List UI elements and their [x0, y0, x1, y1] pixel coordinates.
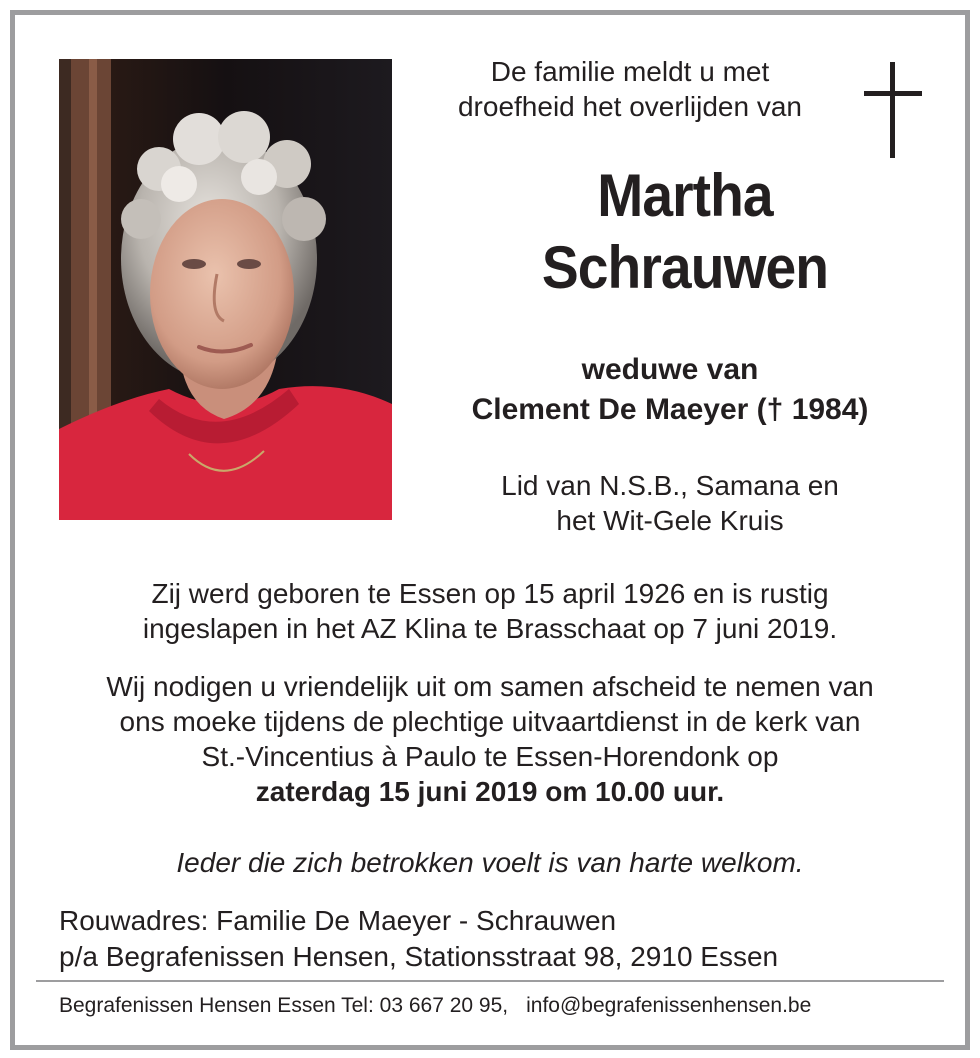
- membership-line-2: het Wit-Gele Kruis: [556, 505, 784, 536]
- announcement-intro: [410, 54, 850, 124]
- birth-death-details: [40, 576, 940, 646]
- widow-label: weduwe van: [581, 353, 759, 386]
- funeral-date: zaterdag 15 juni 2019 om 10.00 uur.: [255, 776, 725, 807]
- intro-line-2: droefheid het overlijden van: [457, 91, 802, 122]
- first-name: Martha: [597, 162, 773, 229]
- cross-icon: [864, 62, 922, 158]
- footer-email[interactable]: info@begrafenissenhensen.be: [526, 994, 812, 1017]
- invitation-line-2: ons moeke tijdens de plechtige uitvaartdienst in de kerk van: [119, 706, 861, 737]
- invitation-line-3: St.-Vincentius à Paulo te Essen-Horendonk op: [201, 741, 779, 772]
- widow-of: [400, 350, 940, 430]
- footer-company-phone: Begrafenissen Hensen Essen Tel: 03 667 20 95,: [59, 994, 509, 1017]
- invitation-line-1: Wij nodigen u vriendelijk uit om samen afscheid te nemen van: [106, 671, 874, 702]
- last-name: Schrauwen: [541, 234, 829, 301]
- death-line: ingeslapen in het AZ Klina te Brasschaat op 7 juni 2019.: [142, 613, 838, 644]
- funeral-invitation: [40, 669, 940, 809]
- birth-line: Zij werd geboren te Essen op 15 april 1926 en is rustig: [151, 578, 829, 609]
- welcome-note: Ieder die zich betrokken voelt is van harte welkom.: [176, 847, 804, 878]
- address-line-2: p/a Begrafenissen Hensen, Stationsstraat 98, 2910 Essen: [59, 941, 779, 972]
- intro-line-1: De familie meldt u met: [490, 56, 770, 87]
- footer-divider: [36, 980, 944, 982]
- membership-line-1: Lid van N.S.B., Samana en: [501, 470, 839, 501]
- spouse-name: Clement De Maeyer († 1984): [471, 393, 869, 426]
- membership: [430, 468, 910, 538]
- mourning-address: [59, 903, 939, 975]
- portrait-photo: [59, 59, 392, 520]
- address-line-1: Rouwadres: Familie De Maeyer - Schrauwen: [59, 905, 617, 936]
- deceased-name: [478, 160, 892, 304]
- footer: [59, 993, 939, 1019]
